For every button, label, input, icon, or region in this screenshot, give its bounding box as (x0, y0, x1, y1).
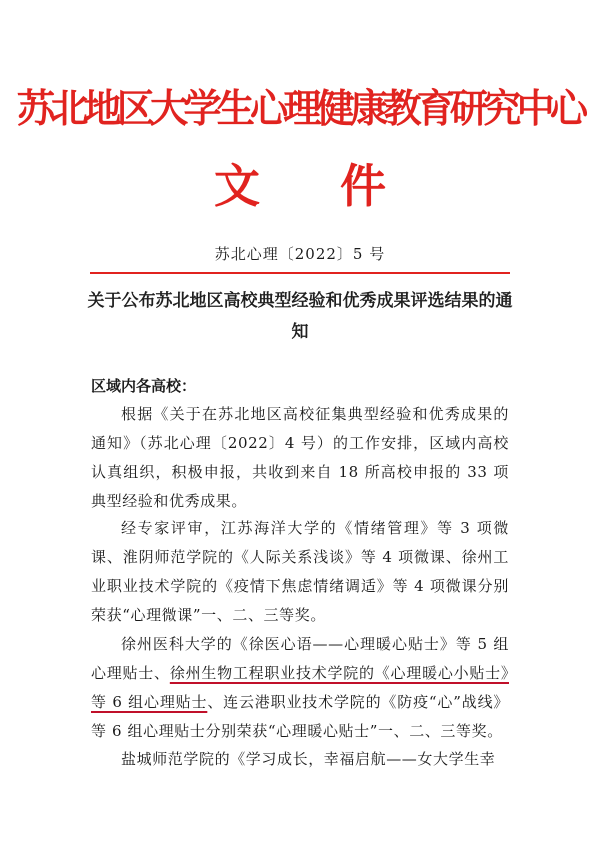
document-number: 苏北心理〔2022〕5 号 (214, 245, 386, 263)
doc-type-char-2: 件 (340, 159, 386, 213)
paragraph-1: 根据《关于在苏北地区高校征集典型经验和优秀成果的通知》（苏北心理〔2022〕4 号）的工作安排，区域内高校认真组织，积极申报，共收到来自 18 所高校申报的 33 项典型经验和优秀成果。 (91, 405, 509, 510)
paragraph-3 (91, 630, 509, 746)
salutation: 区域内各高校： (91, 377, 197, 395)
paragraph-3-underlined: 徐州生物工程职业技术学院的《心理暖心小贴士》等 6 组心理贴士 (91, 664, 509, 711)
paragraph-3-part-2: 、连云港职业技术学院的《防疫“心”战线》等 6 组心理贴士分别荣获“心理暖心贴士”一、二、三等奖。 (91, 693, 509, 740)
paragraph-3-part-1: 徐州医科大学的《徐医心语——心理暖心贴士》等 5 组心理贴士、 (91, 635, 509, 682)
red-divider (90, 272, 510, 274)
doc-type-char-1: 文 (214, 159, 260, 213)
org-header-title: 苏北地区大学生心理健康教育研究中心 (16, 87, 584, 132)
document-title: 关于公布苏北地区高校典型经验和优秀成果评选结果的通知 (87, 291, 513, 342)
paragraph-4: 盐城师范学院的《学习成长，幸福启航——女大学生幸 (121, 750, 496, 768)
paragraph-2: 经专家评审，江苏海洋大学的《情绪管理》等 3 项微课、淮阴师范学院的《人际关系浅谈》等 4 项微课、徐州工业职业技术学院的《疫情下焦虑情绪调适》等 4 项微课分别荣获“心理微课”一、二、三等奖。 (91, 519, 509, 624)
doc-type-heading (0, 150, 600, 213)
